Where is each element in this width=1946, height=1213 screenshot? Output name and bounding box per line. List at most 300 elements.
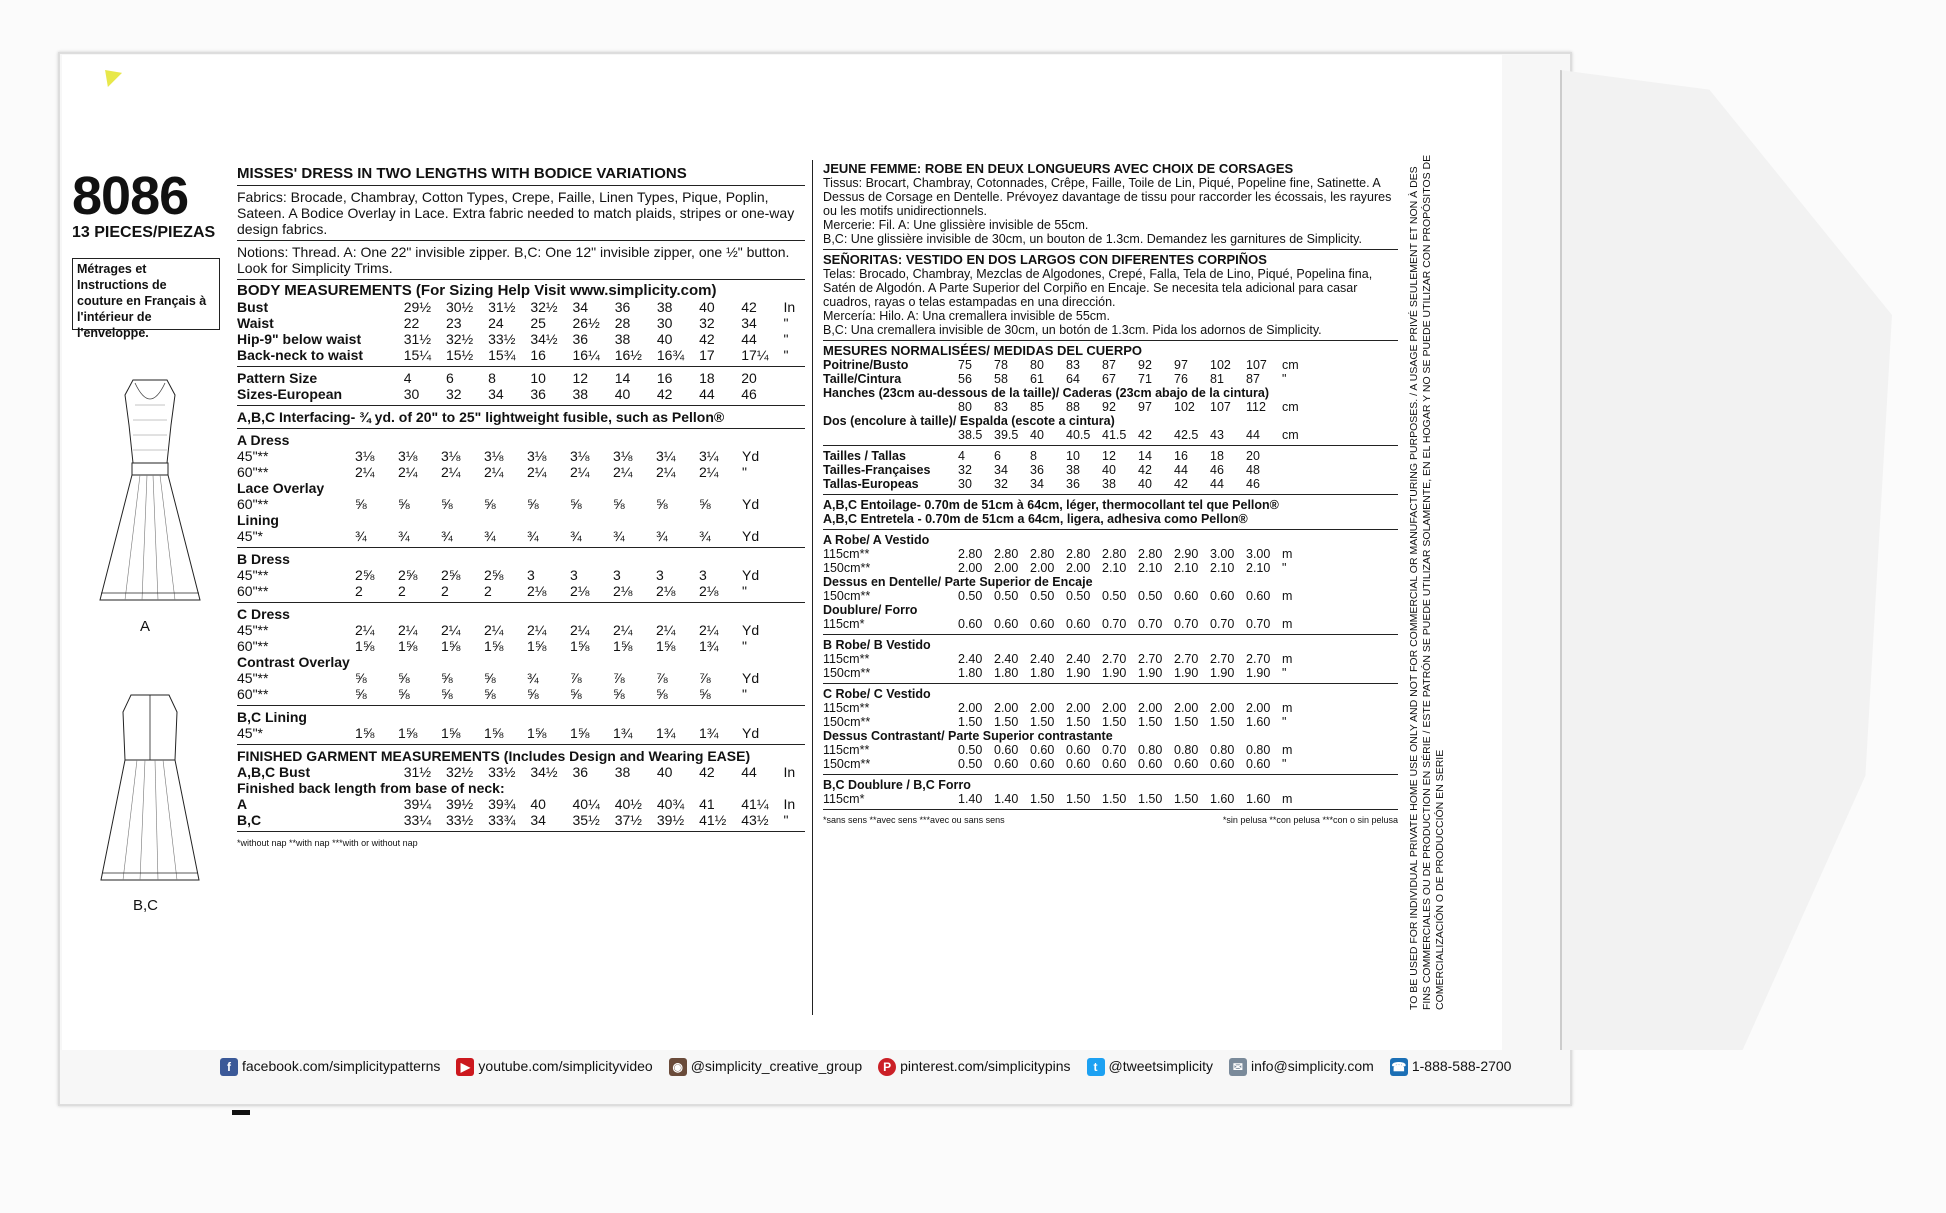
cell-value: 41½ [699, 812, 727, 828]
cell-value: 34 [741, 315, 757, 331]
cell-value: 30 [656, 315, 673, 331]
cell-value: 42 [656, 386, 673, 402]
cell-value: 16 [1174, 449, 1188, 463]
cell-value: 42 [699, 764, 715, 780]
cell-value: 42.5 [1174, 428, 1199, 442]
cell-value: 0.70 [1210, 617, 1235, 631]
cell-value: 40 [1138, 477, 1152, 491]
cell-value: 1⅝ [398, 638, 418, 654]
yardage-row [823, 547, 1398, 561]
cell-value: 76 [1174, 372, 1188, 386]
cell-value: ⅞ [699, 670, 711, 686]
cell-unit: " [1282, 715, 1287, 729]
cell-value: 46 [741, 386, 757, 402]
cell-value: 2.10 [1174, 561, 1199, 575]
row-label: A [237, 796, 248, 812]
cell-unit: " [1282, 757, 1287, 771]
cell-value: 1¾ [656, 725, 676, 741]
yardage-row [237, 496, 805, 512]
facebook-link[interactable]: f facebook.com/simplicitypatterns [220, 1058, 440, 1076]
cell-value: 1¾ [699, 638, 719, 654]
cell-value: 10 [530, 370, 546, 386]
cell-value: 3⅛ [613, 448, 633, 464]
cell-value: 92 [1102, 400, 1116, 414]
yardage-group-label: Dessus en Dentelle/ Parte Superior de Encaje [823, 575, 1093, 589]
finished-bust-row [237, 764, 805, 780]
cell-value: 92 [1138, 358, 1152, 372]
cell-value: 1.80 [994, 666, 1019, 680]
cell-value: 2.70 [1246, 652, 1271, 666]
cell-value: 1⅝ [570, 638, 590, 654]
cell-value: 1.90 [1174, 666, 1199, 680]
cell-value: 2.70 [1102, 652, 1127, 666]
cell-value: 36 [1030, 463, 1044, 477]
cell-value: 39¾ [488, 796, 516, 812]
row-label: 150cm** [823, 715, 871, 729]
pattern-number: 8086 [72, 166, 189, 226]
cell-value: 37½ [614, 812, 642, 828]
social-bar [220, 1058, 1511, 1076]
cell-value: 85 [1030, 400, 1044, 414]
cell-value: 2.80 [1030, 547, 1055, 561]
cell-value: 0.60 [1246, 589, 1271, 603]
cell-value: ¾ [613, 528, 625, 544]
cell-value: 36 [1066, 477, 1080, 491]
row-label: 115cm** [823, 547, 870, 561]
cell-value: ⅝ [527, 496, 539, 512]
instagram-icon: ◉ [669, 1058, 687, 1076]
cell-value: ⅝ [441, 670, 453, 686]
cell-value: 3.00 [1210, 547, 1235, 561]
cell-value: 0.60 [994, 757, 1019, 771]
cell-value: 2.00 [1210, 701, 1235, 715]
cell-value: ¾ [570, 528, 582, 544]
cell-value: 0.60 [1174, 757, 1199, 771]
es-merceria: Mercería: Hilo. A: Una cremallera invisible de 55cm. [823, 309, 1110, 323]
phone-icon: ☎ [1391, 1060, 1407, 1074]
cell-value: 3 [699, 567, 707, 583]
fr-hanches: Hanches (23cm au-dessous de la taille)/ Caderas (23cm abajo de la cintura) [823, 386, 1270, 400]
cell-value: 0.60 [1066, 617, 1091, 631]
row-label: Tailles / Tallas [823, 449, 906, 463]
cell-value: 0.60 [1210, 757, 1235, 771]
cell-value: 88 [1066, 400, 1080, 414]
cell-value: ⅝ [441, 686, 453, 702]
cell-value: 2⅝ [355, 567, 375, 583]
cell-value: 48 [1246, 463, 1260, 477]
cell-value: 2¼ [355, 622, 375, 638]
cell-value: 41¼ [741, 796, 769, 812]
row-label: Waist [237, 315, 274, 331]
twitter-link[interactable]: t @tweetsimplicity [1087, 1058, 1213, 1076]
cell-value: 12 [572, 370, 589, 386]
cell-value: 16¼ [572, 347, 600, 363]
row-label: B,C [237, 812, 262, 828]
pinterest-link[interactable]: P pinterest.com/simplicitypins [878, 1058, 1070, 1076]
cell-value: 81 [1210, 372, 1224, 386]
cell-value: 2⅛ [699, 583, 719, 599]
cell-unit: Yd [742, 448, 760, 464]
body-measure-row [237, 299, 805, 315]
cell-value: 2.10 [1138, 561, 1163, 575]
cell-value: 83 [1066, 358, 1080, 372]
finished-length-row [237, 796, 805, 812]
cell-value: 34 [572, 299, 589, 315]
taille-row [823, 463, 1398, 477]
english-column [237, 166, 805, 851]
yardage-row [823, 715, 1398, 729]
cell-unit: " [1282, 372, 1287, 386]
row-label: 60"** [237, 583, 269, 599]
cell-unit: In [783, 764, 796, 780]
cell-value: 1⅝ [527, 725, 547, 741]
finished-length-row [237, 812, 805, 828]
cell-value: 2⅛ [613, 583, 633, 599]
cell-value: 42 [741, 299, 757, 315]
facebook-icon: f [220, 1058, 238, 1076]
row-label: 150cm** [823, 589, 871, 603]
envelope-flap [1560, 70, 1892, 1050]
cell-unit: " [783, 347, 789, 363]
cell-value: 1.50 [1102, 715, 1127, 729]
row-label: 115cm** [823, 652, 870, 666]
instagram-link[interactable]: ◉ @simplicity_creative_group [669, 1058, 862, 1076]
fr-tissus: Tissus: Brocart, Chambray, Cotonnades, Crêpe, Faille, Toile de Lin, Piqué, Popeline fine, Satinette. A Dessus de Corsage en Dentelle. Prévoyez davantage de tissu pour raccorder les écossais, les rayures ou les motifs unidirectionnels. [823, 176, 1392, 218]
taille-row [823, 449, 1398, 463]
cell-value: 42 [1138, 463, 1152, 477]
cell-value: 2.10 [1246, 561, 1271, 575]
cell-value: 42 [1138, 428, 1152, 442]
yardage-row [237, 567, 805, 583]
yardage-row [823, 743, 1398, 757]
cell-value: 87 [1246, 372, 1260, 386]
cell-value: 39½ [656, 812, 685, 828]
cell-value: 1.40 [958, 792, 983, 806]
cell-value: 14 [614, 370, 631, 386]
dress-bc-label: B,C [133, 897, 159, 914]
cell-value: 0.70 [1138, 617, 1163, 631]
cell-value: 2¼ [613, 622, 633, 638]
cell-value: 2¼ [398, 464, 418, 480]
cell-value: 40½ [614, 796, 642, 812]
cell-value: 39½ [445, 796, 474, 812]
cell-value: 107 [1210, 400, 1231, 414]
cell-value: 18 [1210, 449, 1224, 463]
cell-value: 44 [741, 331, 757, 347]
cell-value: 0.60 [958, 617, 983, 631]
cell-unit: " [1282, 666, 1287, 680]
cell-value: 34½ [530, 331, 558, 347]
cell-unit: Yd [742, 670, 760, 686]
cell-value: ⅝ [484, 670, 496, 686]
youtube-link[interactable]: ▶ youtube.com/simplicityvideo [456, 1058, 652, 1076]
cell-value: ⅞ [570, 670, 582, 686]
cell-value: 0.60 [1210, 589, 1235, 603]
cell-value: 40 [699, 299, 715, 315]
cell-value: 12 [1102, 449, 1116, 463]
cell-value: 1.60 [1246, 715, 1271, 729]
cell-value: 30½ [445, 299, 474, 315]
twitter-icon: t [1087, 1058, 1105, 1076]
cell-value: 36 [530, 386, 546, 402]
cell-unit: m [1282, 792, 1293, 806]
cell-value: 20 [1246, 449, 1260, 463]
column-divider [812, 160, 813, 1015]
cell-value: 1.50 [958, 715, 983, 729]
cell-value: 31½ [403, 764, 432, 780]
cell-value: 1⅝ [441, 725, 461, 741]
cell-value: 2.80 [994, 547, 1019, 561]
cell-value: 2¼ [527, 622, 547, 638]
cell-value: 8 [1030, 449, 1037, 463]
cell-value: 3¼ [699, 448, 719, 464]
cell-value: 2.40 [1030, 652, 1055, 666]
cell-unit: Yd [742, 496, 760, 512]
cell-value: 2⅛ [527, 583, 547, 599]
yardage-row [237, 638, 805, 654]
cell-value: ¾ [527, 528, 539, 544]
cell-value: 0.60 [1030, 617, 1055, 631]
barcode-mark [232, 1110, 250, 1115]
cell-value: 58 [994, 372, 1008, 386]
cell-value: 33¾ [488, 812, 516, 828]
cell-value: 31½ [403, 331, 432, 347]
cell-unit: m [1282, 589, 1293, 603]
cell-value: 39¼ [403, 796, 432, 812]
cell-value: 0.50 [1030, 589, 1055, 603]
cell-value: 80 [1030, 358, 1044, 372]
cell-value: 1⅝ [484, 725, 504, 741]
cell-value: 2¼ [699, 464, 719, 480]
cell-value: 29½ [403, 299, 432, 315]
taille-row [823, 477, 1398, 491]
cell-value: 0.80 [1138, 743, 1163, 757]
cell-value: 2.80 [1102, 547, 1127, 561]
hanches-row [823, 400, 1398, 414]
size-row [237, 386, 805, 402]
cell-value: 2 [484, 583, 492, 599]
cell-value: 34½ [530, 764, 558, 780]
cell-value: 1¾ [613, 725, 633, 741]
cell-value: 3⅛ [484, 448, 504, 464]
row-label: 45"* [237, 725, 263, 741]
cell-value: 0.60 [1174, 589, 1199, 603]
cell-unit [1282, 463, 1304, 477]
cell-value: 102 [1174, 400, 1195, 414]
cell-value: 2¼ [484, 464, 504, 480]
cell-value: 46 [1246, 477, 1260, 491]
en-fabrics: Fabrics: Brocade, Chambray, Cotton Types, Crepe, Faille, Linen Types, Pique, Poplin, Sateen. A Bodice Overlay in Lace. Extra fabric needed to match plaids, stripes or one-way design fabrics. [237, 189, 795, 237]
cell-value: ¾ [656, 528, 668, 544]
cell-value: 31½ [488, 299, 516, 315]
cell-unit: Yd [742, 622, 760, 638]
phone-link[interactable]: ☎ 1-888-588-2700 [1391, 1058, 1512, 1074]
cell-value: 2¼ [613, 464, 633, 480]
cell-value: ⅝ [398, 496, 410, 512]
cell-value: 38 [656, 299, 673, 315]
cell-value: 0.80 [1210, 743, 1235, 757]
cell-value: 2.00 [1174, 701, 1199, 715]
cell-value: 2.80 [1066, 547, 1091, 561]
cell-unit [1282, 449, 1304, 463]
cell-value: 1.50 [1138, 792, 1163, 806]
en-notions: Notions: Thread. A: One 22" invisible zipper. B,C: One 12" invisible zipper, one ½" button. Look for Simplicity Trims. [237, 244, 790, 276]
cell-value: ¾ [527, 670, 539, 686]
cell-value: 0.60 [1030, 743, 1055, 757]
cell-value: 32 [994, 477, 1008, 491]
cell-value: 1.40 [994, 792, 1019, 806]
cell-unit: " [742, 686, 747, 702]
cell-value: 2.10 [1102, 561, 1127, 575]
row-label: 60"** [237, 464, 269, 480]
cell-value: 67 [1102, 372, 1116, 386]
cell-value: 33½ [488, 764, 516, 780]
cell-value: 44 [1174, 463, 1188, 477]
size-row [237, 370, 805, 386]
cell-value: 2.00 [994, 561, 1019, 575]
cell-value: 56 [958, 372, 972, 386]
cell-unit [783, 386, 805, 402]
cell-value: 2¼ [570, 622, 590, 638]
cell-value: 2.00 [958, 561, 983, 575]
cell-value: 38 [572, 386, 589, 402]
cell-unit [1282, 477, 1304, 491]
fr-dos: Dos (encolure à taille)/ Espalda (escote a cintura) [823, 414, 1115, 428]
cell-value: 2¼ [570, 464, 590, 480]
cell-value: 2⅛ [570, 583, 590, 599]
cell-value: 40 [656, 331, 673, 347]
row-label: Tallas-Europeas [823, 477, 919, 491]
body-measure-row [237, 347, 805, 363]
cell-value: 36 [572, 331, 589, 347]
cell-unit: " [1282, 561, 1287, 575]
yardage-group-label: Lining [237, 512, 279, 528]
cell-value: 22 [403, 315, 420, 331]
cell-value: 40 [530, 796, 546, 812]
row-label: 60"** [237, 496, 269, 512]
cell-value: 15¾ [488, 347, 516, 363]
cell-value: 46 [1210, 463, 1224, 477]
cell-value: 0.50 [958, 743, 983, 757]
cell-value: 33¼ [403, 812, 432, 828]
es-telas: Telas: Brocado, Chambray, Mezclas de Algodones, Crepé, Falla, Tela de Lino, Piqué, Popelina fina, Satén de Algodón. A Parte Superior del Corpiño en Encaje. Se necesita tela adicional para casar cuadros, rayas o telas estampadas en una dirección. [823, 267, 1373, 309]
cell-value: 78 [994, 358, 1008, 372]
cell-value: 1.50 [1030, 715, 1055, 729]
body-measure-row [237, 315, 805, 331]
cell-value: ⅝ [441, 496, 453, 512]
yardage-row [237, 686, 805, 702]
cell-unit: Yd [742, 567, 760, 583]
yardage-row [237, 670, 805, 686]
cell-value: 42 [699, 331, 715, 347]
yardage-row [823, 561, 1398, 575]
yardage-group-label: B,C Lining [237, 709, 307, 725]
row-label: Bust [237, 299, 269, 315]
yardage-row [237, 528, 805, 544]
row-label [823, 400, 958, 414]
cell-value: 34 [994, 463, 1008, 477]
cell-value: 0.80 [1174, 743, 1199, 757]
cell-value: 3⅛ [570, 448, 590, 464]
cell-value: 1.50 [994, 715, 1019, 729]
cell-value: 75 [958, 358, 972, 372]
yardage-row [823, 617, 1398, 631]
dress-a-sketch [95, 375, 205, 610]
cell-unit: In [783, 299, 796, 315]
cell-value: 1⅝ [656, 638, 676, 654]
row-label: Pattern Size [237, 370, 318, 386]
row-label: 150cm** [823, 757, 871, 771]
yardage-group-label: A Robe/ A Vestido [823, 533, 930, 547]
cell-value: 35½ [572, 812, 600, 828]
cell-value: 0.60 [1066, 757, 1091, 771]
cell-value: ⅝ [484, 686, 496, 702]
cell-value: 0.70 [1102, 743, 1127, 757]
row-label: 115cm* [823, 617, 865, 631]
cell-value: ⅝ [484, 496, 496, 512]
cell-value: 1⅝ [570, 725, 590, 741]
row-label: 60"** [237, 638, 269, 654]
cell-value: 16 [656, 370, 673, 386]
email-link[interactable]: ✉ info@simplicity.com [1229, 1058, 1374, 1076]
cell-value: 2⅝ [484, 567, 504, 583]
cell-value: 64 [1066, 372, 1080, 386]
cell-value: 32 [958, 463, 972, 477]
cell-value: 42 [1174, 477, 1188, 491]
cell-value: 1.50 [1030, 792, 1055, 806]
cell-value: 3 [613, 567, 621, 583]
yardage-row [823, 757, 1398, 771]
cell-value: ¾ [355, 528, 367, 544]
cell-value: 17 [699, 347, 715, 363]
cell-value: 41 [699, 796, 715, 812]
yardage-group-label: C Dress [237, 606, 290, 622]
cell-value: 34 [1030, 477, 1044, 491]
cell-value: 3⅛ [398, 448, 418, 464]
cell-value: 83 [994, 400, 1008, 414]
cell-value: 2.70 [1174, 652, 1199, 666]
cell-value: 61 [1030, 372, 1044, 386]
cell-value: 14 [1138, 449, 1152, 463]
cell-value: 2¼ [699, 622, 719, 638]
row-label: Hip-9" below waist [237, 331, 362, 347]
cell-value: 0.50 [1138, 589, 1163, 603]
cell-unit: cm [1282, 358, 1299, 372]
cell-value: 43 [1210, 428, 1224, 442]
cell-value: 0.50 [958, 757, 983, 771]
cell-value: 1.90 [1246, 666, 1271, 680]
cell-value: 23 [445, 315, 462, 331]
yardage-group-label: C Robe/ C Vestido [823, 687, 931, 701]
row-label: 115cm** [823, 743, 870, 757]
cell-value: 0.50 [958, 589, 983, 603]
cell-value: 0.50 [1102, 589, 1127, 603]
cell-value: 3 [656, 567, 664, 583]
en-title: MISSES' DRESS IN TWO LENGTHS WITH BODICE VARIATIONS [237, 165, 687, 182]
cell-value: 2.70 [1210, 652, 1235, 666]
es-title: SEÑORITAS: VESTIDO EN DOS LARGOS CON DIFERENTES CORPIÑOS [823, 252, 1267, 267]
cell-value: 24 [488, 315, 504, 331]
cell-unit: m [1282, 701, 1293, 715]
row-label: 150cm** [823, 561, 871, 575]
row-label: Taille/Cintura [823, 372, 902, 386]
cell-value: 40¾ [656, 796, 685, 812]
yardage-group-label: A Dress [237, 432, 290, 448]
cell-value: 43½ [741, 812, 769, 828]
cell-unit: " [783, 315, 789, 331]
cell-value: ¾ [398, 528, 410, 544]
cell-value: 38 [614, 764, 631, 780]
